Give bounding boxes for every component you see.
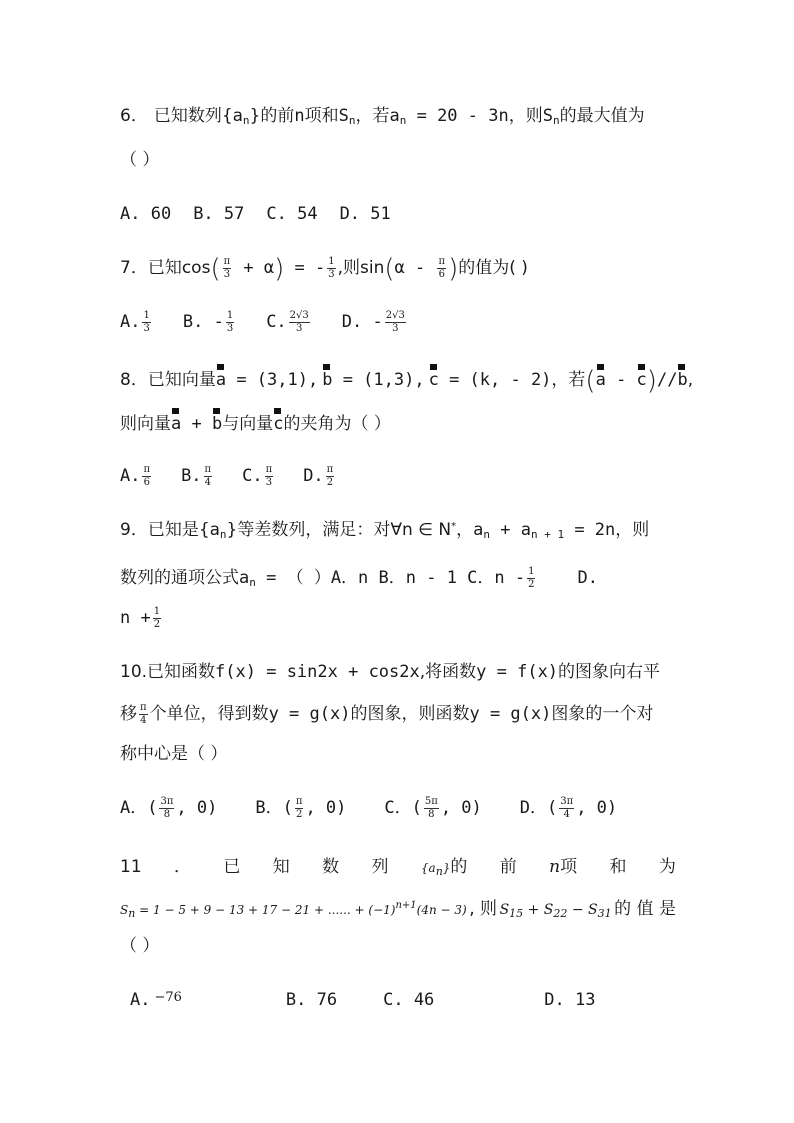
q10-option-c: C．( $\frac{5\pi}{8}$ , 0) [384, 796, 482, 820]
q7-option-a: A. $\frac{1}{3}$ [120, 310, 150, 334]
q8-option-b: B. $\frac{\pi}{4}$ [181, 464, 212, 488]
q7-options [120, 310, 408, 334]
q10-line2: 移 $\frac{\pi}{4}$ 个单位，得到数y = g(x)的图象，则函数y = g(x)图象的一个对 [120, 702, 654, 726]
q11-option-d: D. 13 [544, 990, 596, 1010]
q6-option-b: B. 57 [193, 204, 245, 224]
q10-line1: 10.已知函数f(x) = sin2x + cos2x,将函数y = f(x)的图象向右平 [120, 662, 661, 682]
q8-line1: 8．已知向量a = (3,1), b = (1,3), c = (k, - 2)，若(a - c)//b, [120, 366, 694, 396]
q10-option-b: B．( $\frac{\pi}{2}$ , 0) [255, 796, 347, 820]
q6-line1: 6． 已知数列$\{a_n\}$的前n项和$S_n$，若$a_n = 20 - 3n$，则$S_n$的最大值为 [120, 106, 645, 127]
q8-line2: 则向量a + b与向量c的夹角为（ ） [120, 414, 391, 434]
vector-a: a [215, 370, 227, 390]
q7-frac-pi-3: $\frac{\pi}{3}$ [223, 256, 231, 280]
q9-line2: 数列的通项公式$a_n$ = （ ）A．n B．n - 1 C．n - $\frac{1}{2}$ D. [120, 566, 598, 590]
q7-frac-pi-6: $\frac{\pi}{6}$ [438, 256, 446, 280]
q7-option-c: C. $\frac{2√3}{3}$ [266, 310, 309, 334]
q8-option-d: D. $\frac{\pi}{2}$ [303, 464, 334, 488]
q6-options [120, 204, 391, 224]
q11-target-expr: $S_{15} + S_{22} - S_{31}$ [499, 902, 612, 920]
q8-option-c: C. $\frac{\pi}{3}$ [242, 464, 273, 488]
q9-option-d-label: D. [577, 568, 598, 588]
q9-line3: n + $\frac{1}{2}$ [120, 606, 161, 630]
q6-option-c: C. 54 [266, 204, 318, 224]
q10-line3: 称中心是（ ） [120, 744, 228, 764]
q11-options [130, 990, 595, 1010]
q7-option-b: B. - $\frac{1}{3}$ [182, 310, 234, 334]
q11-line1: 11 ． 已 知 数 列 {an}的 前 n项 和 为 [120, 857, 676, 878]
q8-option-a: A. $\frac{\pi}{6}$ [120, 464, 151, 488]
vector-c: c [428, 370, 439, 390]
q9-number: 9． [120, 520, 148, 540]
q10-option-d: D．( $\frac{3\pi}{4}$ , 0) [519, 796, 618, 820]
q10-options [120, 796, 617, 820]
q7-line1: 7．已知cos( $\frac{\pi}{3}$ + α) = - $\frac{1}{3}$ ,则sin(α - $\frac{\pi}{6}$ )的值为( ) [120, 254, 528, 284]
q9-line1: 9．已知是$\{a_n\}$等差数列，满足：对∀n ∈ N*，$a_n + a_{n + 1} = 2n$，则 [120, 520, 650, 541]
q10-number: 10. [120, 662, 148, 682]
q11-option-b: B. 76 [285, 990, 338, 1010]
q8-options [120, 464, 336, 488]
q8-number: 8． [120, 370, 148, 390]
q11-number: 11 [120, 857, 142, 877]
q7-frac-1-3: $\frac{1}{3}$ [328, 256, 335, 280]
q6-option-d: D. 51 [339, 204, 391, 224]
q11-option-a: A. $^{-76}$ [130, 990, 182, 1010]
q11-paren: （ ） [120, 936, 160, 956]
q11-option-c: C. 46 [383, 990, 435, 1010]
q11-sum-formula: Sn = 1 − 5 + 9 − 13 + 17 − 21 + ...... + $(-1)^{n+1}(4n - 3)$ [120, 900, 467, 920]
q6-number: 6． [120, 106, 148, 126]
q7-option-d: D. - $\frac{2√3}{3}$ [341, 310, 405, 334]
q10-option-a: A．( $\frac{3\pi}{8}$ , 0) [120, 796, 218, 820]
q7-number: 7． [120, 258, 148, 278]
q6-option-a: A. 60 [120, 204, 172, 224]
vector-b: b [322, 370, 333, 390]
q6-paren: （ ） [120, 150, 160, 170]
q11-line2: Sn = 1 − 5 + 9 − 13 + 17 − 21 + ...... + $(-1)^{n+1}(4n - 3)$ , 则 $S_{15} + S_{22} - S_{31}$ 的 值 是 [120, 899, 676, 920]
